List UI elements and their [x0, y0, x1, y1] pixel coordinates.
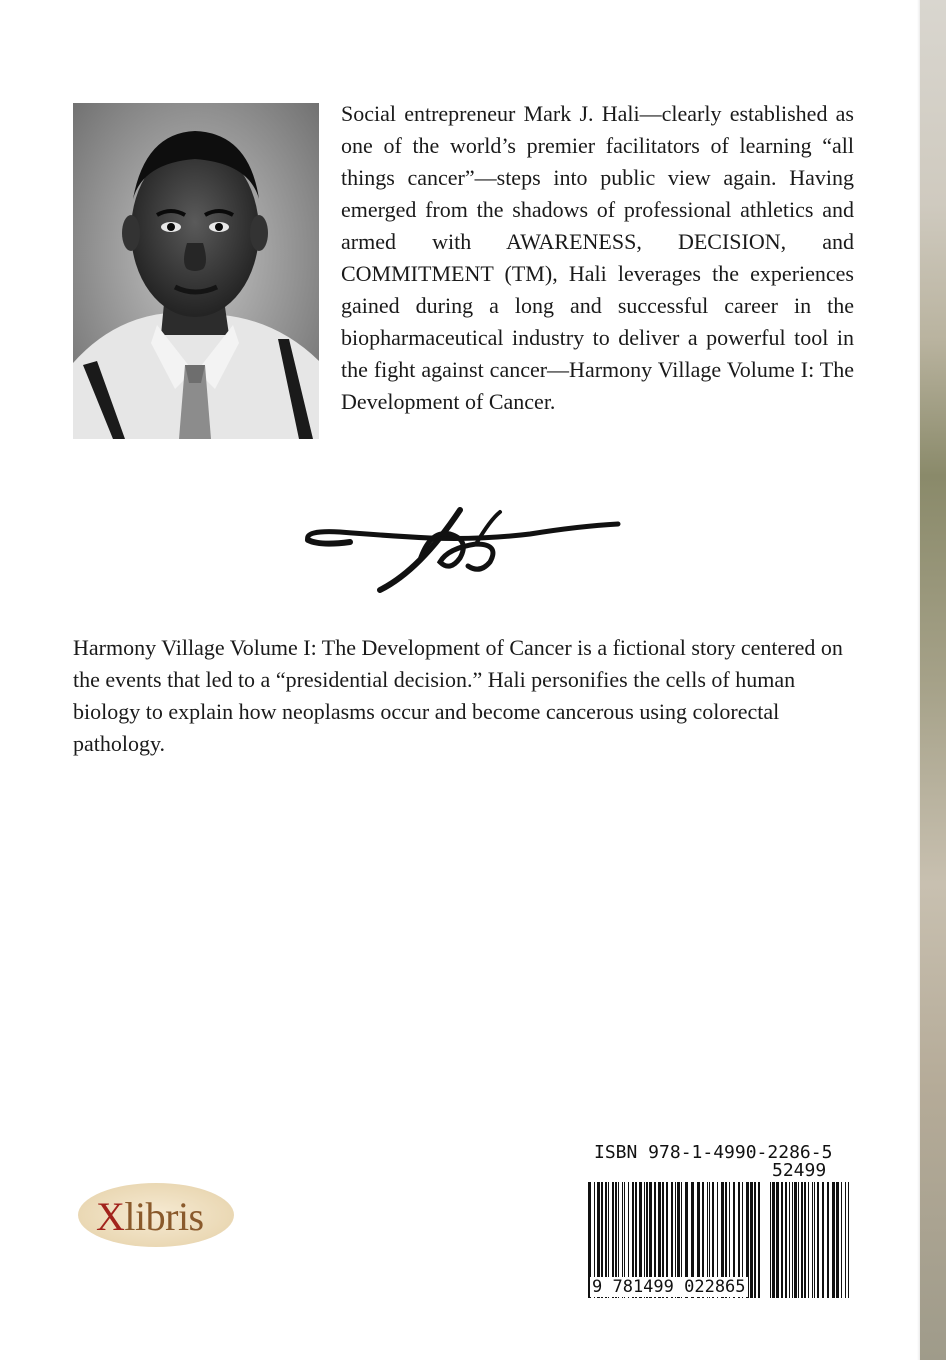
book-synopsis: Harmony Village Volume I: The Development of Cancer is a fictional story centered on the events that led to a “presidential decision.” Hali personifies the cells of human biology to explain how neoplasms occur and become cancerous using colorectal pathology. — [73, 635, 843, 756]
barcode-bar — [772, 1182, 775, 1298]
barcode-digits: 9 781499 022865 — [592, 1277, 746, 1297]
isbn-barcode-block — [582, 1142, 858, 1302]
barcode-bar — [754, 1182, 756, 1298]
barcode-bar — [808, 1182, 809, 1298]
barcode-bar — [758, 1182, 760, 1298]
barcode-bar — [798, 1182, 799, 1298]
barcode-bar — [804, 1182, 806, 1298]
barcode-bar — [832, 1182, 835, 1298]
barcode-bar — [841, 1182, 842, 1298]
logo-rest-letters: libris — [124, 1194, 204, 1239]
author-signature — [300, 500, 630, 600]
barcode-bar — [789, 1182, 790, 1298]
author-photo — [73, 103, 319, 439]
barcode-bar — [812, 1182, 813, 1298]
cover-spine-edge — [920, 0, 946, 1360]
barcode-bar — [817, 1182, 819, 1298]
barcode-bar — [801, 1182, 803, 1298]
barcode-bar — [770, 1182, 771, 1298]
logo-wordmark — [96, 1193, 204, 1240]
barcode-bar — [822, 1182, 824, 1298]
barcode-bar — [750, 1182, 753, 1298]
barcode-bar — [794, 1182, 797, 1298]
barcode-bar — [845, 1182, 846, 1298]
barcode-bar — [848, 1182, 849, 1298]
barcode-bar — [785, 1182, 787, 1298]
addon-barcode — [770, 1182, 852, 1298]
barcode-bar — [792, 1182, 793, 1298]
barcode-bar — [781, 1182, 783, 1298]
barcode-bar — [814, 1182, 815, 1298]
barcode-bar — [836, 1182, 839, 1298]
barcode-bar — [776, 1182, 779, 1298]
barcode-bar — [827, 1182, 829, 1298]
isbn-label: ISBN 978-1-4990-2286-5 — [594, 1142, 833, 1163]
xlibris-logo — [78, 1183, 238, 1253]
spine-divider — [917, 0, 920, 1360]
author-bio: Social entrepreneur Mark J. Hali—clearly established as one of the world’s premier facilitators of learning “all things cancer”—steps into public view again. Having emerged from the shadows of professional athletics and armed with AWARENESS, DECISION, and COMMITMENT (TM), Hali leverages the experiences gained during a long and successful career in the biopharmaceutical industry to deliver a powerful tool in the fight against cancer—Harmony Village Volume I: The Development of Cancer. — [341, 101, 854, 414]
price-code: 52499 — [772, 1160, 827, 1181]
logo-x-letter: X — [96, 1194, 125, 1239]
